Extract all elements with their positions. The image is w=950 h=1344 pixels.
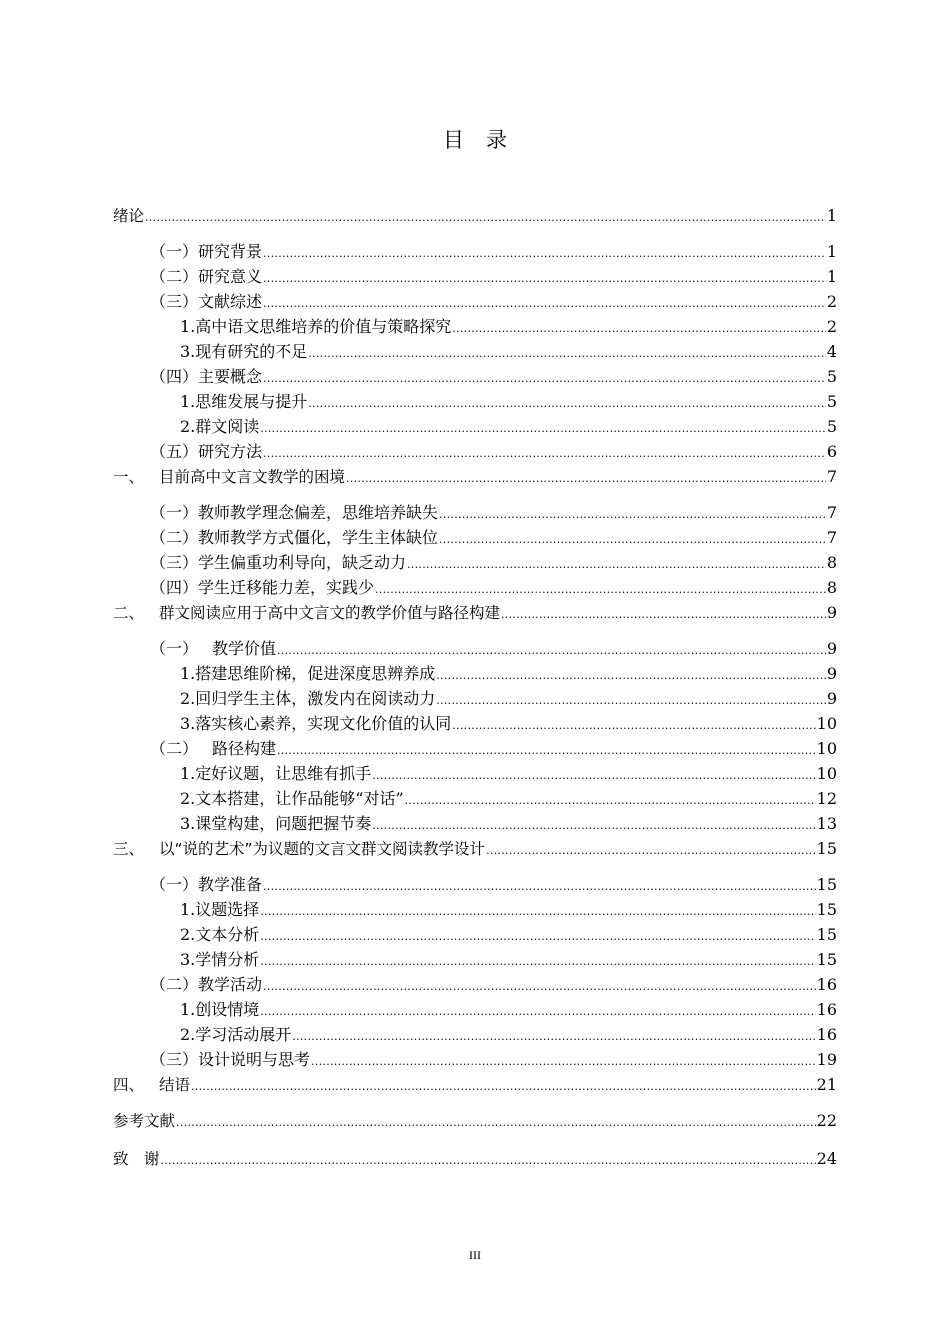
- toc-leader-dots: [161, 1149, 816, 1169]
- toc-entry-page: 13: [816, 814, 837, 833]
- toc-leader-dots: [407, 553, 826, 573]
- toc-entry-page: 1: [826, 206, 837, 225]
- toc-entry[interactable]: [180, 896, 837, 920]
- toc-leader-dots: [260, 925, 815, 945]
- toc-leader-dots: [263, 875, 816, 895]
- toc-entry-page: 5: [826, 392, 837, 411]
- toc-entry-label: 1.定好议题，让思维有抓手: [180, 764, 372, 783]
- toc-leader-dots: [263, 975, 816, 995]
- toc-leader-dots: [436, 664, 826, 684]
- toc-entry[interactable]: [150, 238, 837, 262]
- toc-entry-label: （二）研究意义: [150, 267, 263, 286]
- toc-entry-page: 10: [816, 764, 837, 783]
- toc-entry-page: 22: [816, 1111, 837, 1130]
- toc-entry-label: 2.回归学生主体，激发内在阅读动力: [180, 689, 436, 708]
- toc-leader-dots: [501, 603, 826, 623]
- toc-chapter-1[interactable]: [113, 463, 837, 487]
- toc-entry-label: 2.文本搭建，让作品能够“对话”: [180, 789, 404, 808]
- toc-title: [0, 124, 950, 154]
- toc-entry-label: 3.现有研究的不足: [180, 342, 308, 361]
- toc-entry[interactable]: [150, 871, 837, 895]
- toc-entry-label: 3.落实核心素养，实现文化价值的认同: [180, 714, 452, 733]
- toc-entry[interactable]: [180, 660, 837, 684]
- toc-section-number: （二）: [150, 739, 199, 758]
- toc-entry-page: 9: [826, 639, 837, 658]
- toc-entry-label: （二）教师教学方式僵化，学生主体缺位: [150, 528, 439, 547]
- toc-chapter-3[interactable]: [113, 835, 837, 859]
- toc-entry-page: 24: [816, 1149, 837, 1168]
- toc-entry-page: 7: [826, 467, 837, 486]
- toc-entry-label: （四）学生迁移能力差，实践少: [150, 578, 375, 597]
- toc-chapter-number: 四、: [113, 1076, 145, 1094]
- toc-entry-label: 绪论: [113, 207, 145, 225]
- toc-entry-page: 12: [816, 789, 837, 808]
- toc-leader-dots: [176, 1111, 816, 1131]
- toc-entry-label: 1.创设情境: [180, 1000, 260, 1019]
- toc-leader-dots: [263, 267, 826, 287]
- toc-entry-label: 以“说的艺术”为议题的文言文群文阅读教学设计: [159, 840, 486, 858]
- toc-entry-label: 1.高中语文思维培养的价值与策略探究: [180, 317, 452, 336]
- toc-title-char-1: 目: [443, 128, 464, 152]
- toc-leader-dots: [439, 503, 826, 523]
- toc-leader-dots: [452, 317, 826, 337]
- toc-entry-page: 15: [816, 900, 837, 919]
- toc-entry-intro[interactable]: [113, 202, 837, 226]
- toc-entry-page: 2: [826, 317, 837, 336]
- toc-chapter-2[interactable]: [113, 599, 837, 623]
- toc-leader-dots: [263, 242, 826, 262]
- toc-entry[interactable]: [150, 971, 837, 995]
- toc-entry[interactable]: [180, 785, 837, 809]
- page-number-footer: III: [469, 1248, 481, 1262]
- toc-entry-acknowledgements[interactable]: [113, 1145, 837, 1169]
- toc-leader-dots: [436, 689, 826, 709]
- toc-entry-page: 9: [826, 689, 837, 708]
- toc-entry[interactable]: [180, 760, 837, 784]
- toc-entry[interactable]: [180, 413, 837, 437]
- toc-leader-dots: [260, 417, 826, 437]
- toc-chapter-4[interactable]: [113, 1071, 837, 1095]
- toc-entry-page: 16: [816, 1025, 837, 1044]
- toc-chapter-number: 一、: [113, 468, 145, 486]
- toc-entry-page: 2: [826, 292, 837, 311]
- toc-leader-dots: [439, 528, 826, 548]
- toc-entry-label: 参考文献: [113, 1112, 176, 1130]
- toc-leader-dots: [308, 392, 826, 412]
- toc-entry[interactable]: [150, 263, 837, 287]
- toc-chapter-number: 三、: [113, 840, 145, 858]
- toc-entry-label: （三）文献综述: [150, 292, 263, 311]
- toc-entry-label: 目前高中文言文教学的困境: [159, 468, 346, 486]
- toc-leader-dots: [260, 950, 815, 970]
- toc-entry-page: 7: [826, 503, 837, 522]
- toc-leader-dots: [263, 292, 826, 312]
- toc-entry-page: 15: [816, 875, 837, 894]
- toc-entry[interactable]: [150, 574, 837, 598]
- toc-entry-label: 3.学情分析: [180, 950, 260, 969]
- toc-entry-page: 5: [826, 417, 837, 436]
- toc-entry-page: 6: [826, 442, 837, 461]
- toc-entry[interactable]: [150, 1046, 837, 1070]
- toc-entry-page: 8: [826, 553, 837, 572]
- toc-entry-label: 3.课堂构建，问题把握节奏: [180, 814, 372, 833]
- toc-leader-dots: [260, 900, 815, 920]
- toc-entry[interactable]: [180, 313, 837, 337]
- toc-leader-dots: [308, 342, 826, 362]
- toc-leader-dots: [372, 814, 815, 834]
- toc-entry[interactable]: [150, 549, 837, 573]
- toc-entry[interactable]: [180, 388, 837, 412]
- toc-entry[interactable]: [150, 499, 837, 523]
- toc-leader-dots: [277, 739, 816, 759]
- toc-entry[interactable]: [180, 1021, 837, 1045]
- toc-title-char-2: 录: [486, 128, 507, 152]
- toc-leader-dots: [486, 839, 816, 859]
- toc-leader-dots: [346, 467, 826, 487]
- toc-entry-page: 10: [816, 714, 837, 733]
- toc-entry-label: （三）设计说明与思考: [150, 1050, 311, 1069]
- toc-entry-references[interactable]: [113, 1107, 837, 1131]
- toc-entry-label: （四）主要概念: [150, 367, 263, 386]
- toc-leader-dots: [311, 1050, 816, 1070]
- toc-entry-label: 1.思维发展与提升: [180, 392, 308, 411]
- toc-leader-dots: [191, 1075, 816, 1095]
- toc-entry-page: 1: [826, 267, 837, 286]
- toc-entry-label: （三）学生偏重功利导向，缺乏动力: [150, 553, 407, 572]
- toc-entry-label: 2.群文阅读: [180, 417, 260, 436]
- toc-entry-page: 15: [816, 839, 837, 858]
- toc-entry-page: 5: [826, 367, 837, 386]
- toc-entry[interactable]: [180, 996, 837, 1020]
- toc-entry-label: 2.文本分析: [180, 925, 260, 944]
- toc-leader-dots: [263, 442, 826, 462]
- toc-leader-dots: [405, 789, 816, 809]
- toc-entry-page: 7: [826, 528, 837, 547]
- toc-entry[interactable]: [180, 338, 837, 362]
- toc-entry[interactable]: [180, 921, 837, 945]
- toc-entry-page: 16: [816, 1000, 837, 1019]
- toc-entry-page: 15: [816, 950, 837, 969]
- toc-entry-page: 1: [826, 242, 837, 261]
- toc-entry[interactable]: [150, 735, 837, 759]
- toc-entry-label: （一）研究背景: [150, 242, 263, 261]
- toc-entry-page: 21: [816, 1075, 837, 1094]
- toc-leader-dots: [263, 367, 826, 387]
- toc-entry-label: 结语: [159, 1076, 191, 1094]
- toc-entry[interactable]: [150, 635, 837, 659]
- toc-entry[interactable]: [180, 810, 837, 834]
- toc-entry[interactable]: [180, 710, 837, 734]
- toc-leader-dots: [145, 206, 826, 226]
- toc-leader-dots: [372, 764, 815, 784]
- toc-entry-page: 10: [816, 739, 837, 758]
- toc-entry-page: 15: [816, 925, 837, 944]
- toc-leader-dots: [292, 1025, 815, 1045]
- toc-leader-dots: [260, 1000, 815, 1020]
- toc-entry[interactable]: [150, 524, 837, 548]
- toc-entry-page: 9: [826, 603, 837, 622]
- toc-entry[interactable]: [180, 685, 837, 709]
- toc-entry[interactable]: [150, 363, 837, 387]
- toc-entry-label: （一）教学准备: [150, 875, 263, 894]
- toc-entry-label: 群文阅读应用于高中文言文的教学价值与路径构建: [159, 604, 501, 622]
- toc-entry[interactable]: [180, 946, 837, 970]
- toc-entry[interactable]: [150, 438, 837, 462]
- toc-entry-page: 16: [816, 975, 837, 994]
- toc-entry-label: 1.搭建思维阶梯，促进深度思辨养成: [180, 664, 436, 683]
- toc-entry-label: （五）研究方法: [150, 442, 263, 461]
- toc-section-number: （一）: [150, 639, 199, 658]
- toc-entry-page: 4: [826, 342, 837, 361]
- toc-entry[interactable]: [150, 288, 837, 312]
- toc-chapter-number: 二、: [113, 604, 145, 622]
- toc-leader-dots: [452, 714, 815, 734]
- toc-entry-label: 教学价值: [212, 639, 277, 658]
- toc-entry-label: 2.学习活动展开: [180, 1025, 292, 1044]
- toc-entry-label: （一）教师教学理念偏差，思维培养缺失: [150, 503, 439, 522]
- toc-entry-label: 致 谢: [113, 1150, 160, 1168]
- toc-entry-page: 19: [816, 1050, 837, 1069]
- toc-entry-label: （二）教学活动: [150, 975, 263, 994]
- toc-leader-dots: [375, 578, 826, 598]
- toc-entry-label: 路径构建: [212, 739, 277, 758]
- toc-entry-page: 8: [826, 578, 837, 597]
- toc-entry-page: 9: [826, 664, 837, 683]
- toc-entry-label: 1.议题选择: [180, 900, 260, 919]
- toc-leader-dots: [277, 639, 826, 659]
